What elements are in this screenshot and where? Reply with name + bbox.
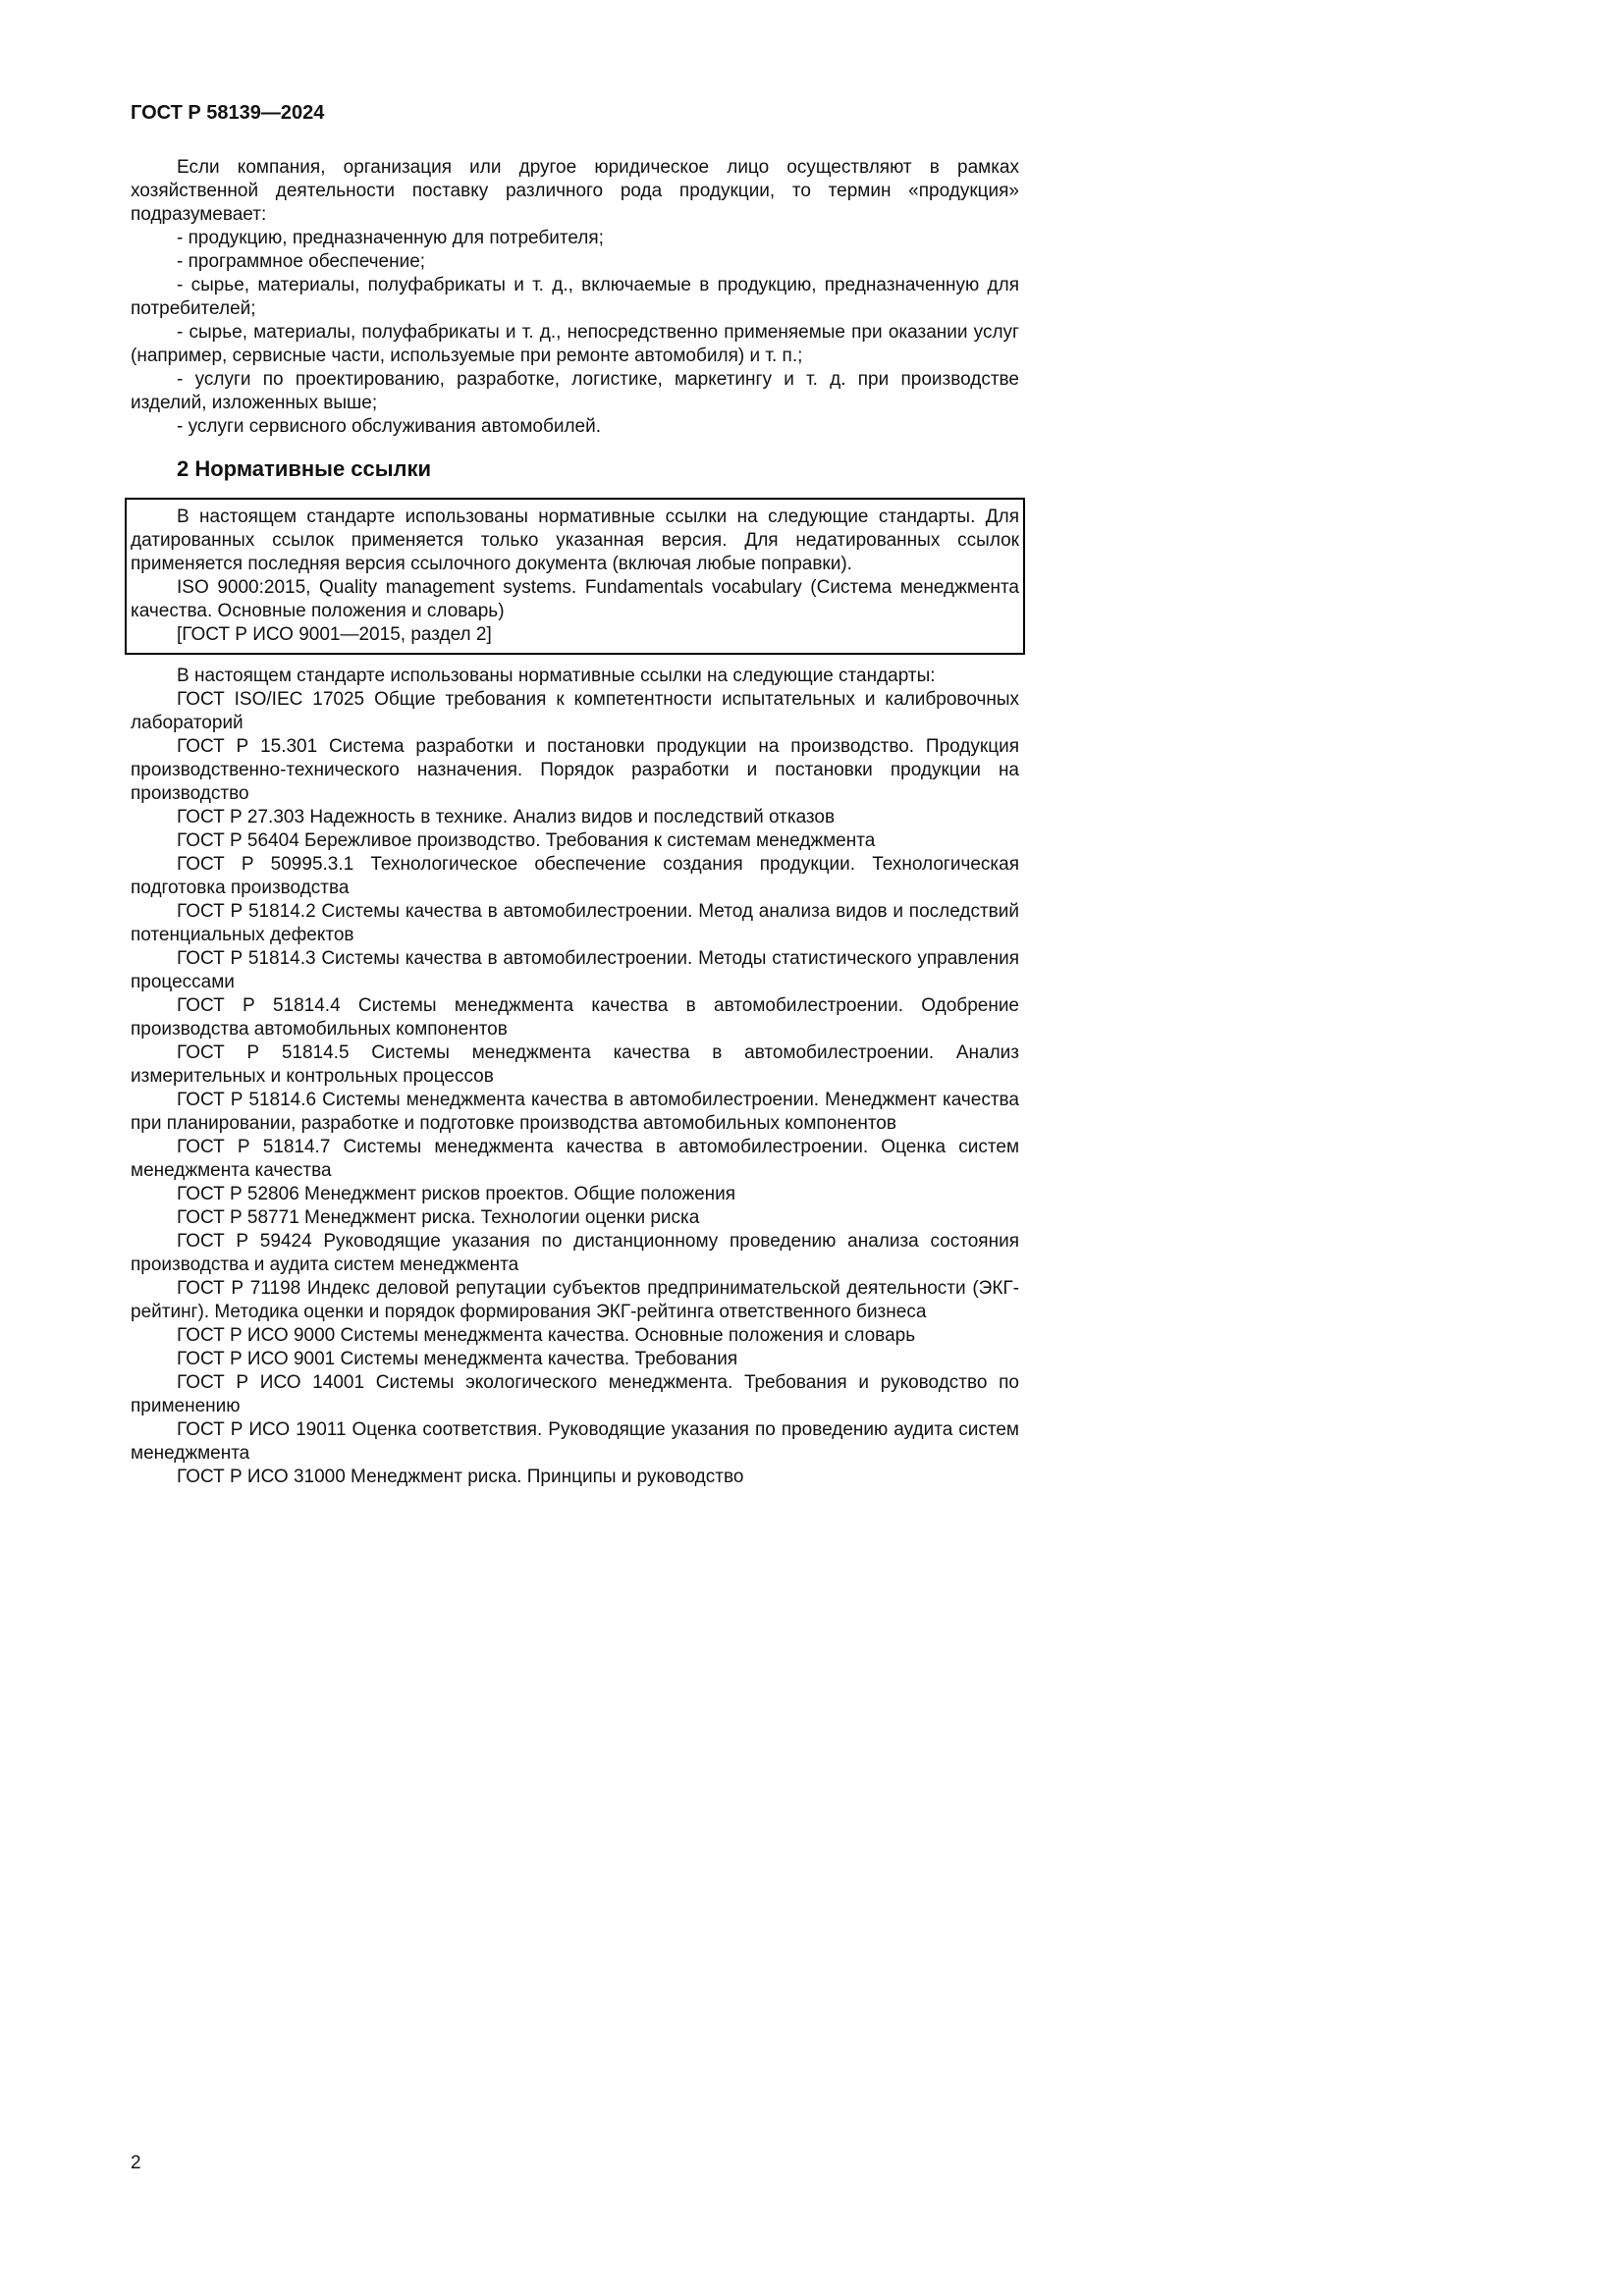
reference-item: ГОСТ Р 51814.5 Системы менеджмента качества в автомобилестроении. Анализ измерительных и контрольных процессов <box>131 1042 1019 1087</box>
reference-item: ГОСТ Р ИСО 14001 Системы экологического менеджмента. Требования и руководство по применению <box>131 1372 1019 1416</box>
reference-item: ГОСТ Р ИСО 9001 Системы менеджмента качества. Требования <box>177 1349 738 1369</box>
quote-paragraph: В настоящем стандарте использованы нормативные ссылки на следующие стандарты. Для датированных ссылок применяется только указанная версия. Для недатированных ссылок применяется последняя версия ссылочного документа (включая любые поправки). <box>131 507 1019 574</box>
reference-item: ГОСТ Р 51814.6 Системы менеджмента качества в автомобилестроении. Менеджмент качества при планировании, разработке и подготовке производства автомобильных компонентов <box>131 1090 1019 1134</box>
reference-item: ГОСТ Р 51814.3 Системы качества в автомобилестроении. Методы статистического управления процессами <box>131 948 1019 992</box>
reference-item: ГОСТ Р 56404 Бережливое производство. Требования к системам менеджмента <box>177 830 876 851</box>
page-number: 2 <box>131 2153 141 2173</box>
quote-paragraph: ISO 9000:2015, Quality management systems. Fundamentals vocabulary (Система менеджмента качества. Основные положения и словарь) <box>131 577 1019 621</box>
reference-item: ГОСТ Р 52806 Менеджмент рисков проектов. Общие положения <box>177 1184 736 1204</box>
intro-list-item: - услуги сервисного обслуживания автомобилей. <box>177 416 602 437</box>
reference-item: ГОСТ Р 58771 Менеджмент риска. Технологии оценки риска <box>177 1207 700 1228</box>
reference-item: ГОСТ Р 51814.2 Системы качества в автомобилестроении. Метод анализа видов и последствий потенциальных дефектов <box>131 901 1019 945</box>
reference-item: ГОСТ Р 51814.7 Системы менеджмента качества в автомобилестроении. Оценка систем менеджмента качества <box>131 1137 1019 1181</box>
intro-list-item: - сырье, материалы, полуфабрикаты и т. д., включаемые в продукцию, предназначенную для потребителей; <box>131 275 1019 319</box>
reference-item: ГОСТ Р 51814.4 Системы менеджмента качества в автомобилестроении. Одобрение производства автомобильных компонентов <box>131 995 1019 1040</box>
intro-lead-paragraph: Если компания, организация или другое юридическое лицо осуществляют в рамках хозяйственной деятельности поставку различного рода продукции, то термин «продукция» подразумевает: <box>131 157 1019 225</box>
reference-item: ГОСТ Р 71198 Индекс деловой репутации субъектов предпринимательской деятельности (ЭКГ-рейтинг). Методика оценки и порядок формирования ЭКГ-рейтинга ответственного бизнеса <box>131 1278 1019 1322</box>
reference-item: ГОСТ Р 27.303 Надежность в технике. Анализ видов и последствий отказов <box>177 807 836 828</box>
intro-list-item: - сырье, материалы, полуфабрикаты и т. д., непосредственно применяемые при оказании услуг (например, сервисные части, используемые при ремонте автомобиля) и т. п.; <box>131 322 1019 366</box>
intro-list-item: - услуги по проектированию, разработке, логистике, маркетингу и т. д. при производстве изделий, изложенных выше; <box>131 369 1019 413</box>
reference-item: ГОСТ Р ИСО 19011 Оценка соответствия. Руководящие указания по проведению аудита систем менеджмента <box>131 1419 1019 1464</box>
references-lead-paragraph: В настоящем стандарте использованы нормативные ссылки на следующие стандарты: <box>177 666 936 686</box>
reference-item: ГОСТ Р ИСО 9000 Системы менеджмента качества. Основные положения и словарь <box>177 1325 916 1346</box>
reference-item: ГОСТ Р 15.301 Система разработки и постановки продукции на производство. Продукция производственно-технического назначения. Порядок разработки и постановки продукции на производство <box>131 736 1019 804</box>
quote-source: [ГОСТ Р ИСО 9001—2015, раздел 2] <box>177 624 492 645</box>
page-content <box>131 101 1019 1489</box>
normative-quote-box <box>125 498 1025 655</box>
reference-item: ГОСТ Р 59424 Руководящие указания по дистанционному проведению анализа состояния производства и аудита систем менеджмента <box>131 1231 1019 1275</box>
intro-list-item: - продукцию, предназначенную для потребителя; <box>177 228 604 248</box>
reference-item: ГОСТ Р 50995.3.1 Технологическое обеспечение создания продукции. Технологическая подготовка производства <box>131 854 1019 898</box>
section-heading: 2 Нормативные ссылки <box>177 456 432 481</box>
intro-list-item: - программное обеспечение; <box>177 251 426 272</box>
reference-item: ГОСТ Р ИСО 31000 Менеджмент риска. Принципы и руководство <box>177 1467 744 1487</box>
running-header: ГОСТ Р 58139—2024 <box>131 102 325 124</box>
reference-item: ГОСТ ISO/IEC 17025 Общие требования к компетентности испытательных и калибровочных лабораторий <box>131 689 1019 733</box>
